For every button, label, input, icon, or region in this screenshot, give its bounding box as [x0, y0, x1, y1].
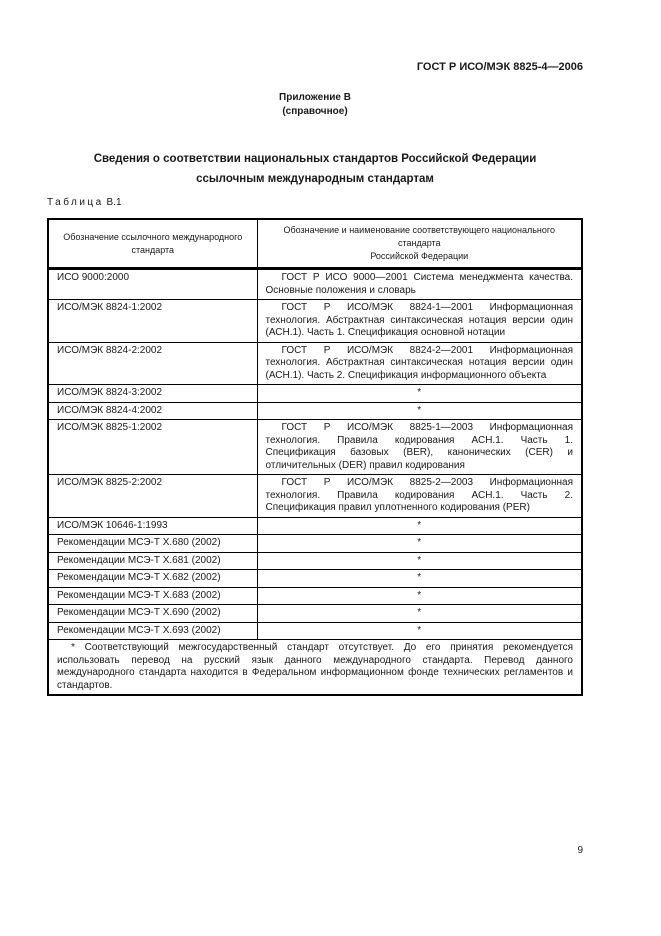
international-standard-cell: ИСО/МЭК 8824-2:2002	[48, 342, 257, 385]
table-header	[48, 219, 582, 269]
national-standard-cell: ГОСТ Р ИСО/МЭК 8824-2—2001 Информационная технология. Абстрактная синтаксическая нотация версии один (АСН.1). Часть 2. Спецификация информационного объекта	[257, 342, 582, 385]
table-body	[48, 269, 582, 640]
column-header-national-standard	[257, 219, 582, 269]
doc-number-header: ГОСТ Р ИСО/МЭК 8825-4—2006	[416, 61, 583, 73]
appendix-title	[47, 149, 583, 189]
table-row	[48, 300, 582, 343]
annex-type: (справочное)	[282, 106, 348, 117]
table-caption-word: Таблица	[47, 197, 104, 208]
table-caption	[47, 197, 122, 209]
table-row	[48, 385, 582, 403]
national-standard-cell: ГОСТ Р ИСО 9000—2001 Система менеджмента качества. Основные положения и словарь	[257, 269, 582, 300]
international-standard-cell: Рекомендации МСЭ-Т Х.690 (2002)	[48, 605, 257, 623]
column-header-national-line1: Обозначение и наименование соответствующего национального стандарта	[283, 225, 555, 248]
appendix-title-line1: Сведения о соответствии национальных стандартов Российской Федерации	[93, 153, 537, 165]
appendix-title-line2: ссылочным международным стандартам	[196, 173, 434, 185]
international-standard-cell: Рекомендации МСЭ-Т Х.680 (2002)	[48, 535, 257, 553]
table-footnote: * Соответствующий межгосударственный стандарт отсутствует. До его принятия рекомендуется использовать перевод на русский язык данного международного стандарта. Перевод данного международного стандарта находится в Федеральном информационном фонде технических регламентов и стандартов.	[48, 640, 582, 696]
table-caption-number: В.1	[106, 197, 122, 208]
table-row	[48, 587, 582, 605]
column-header-international-standard	[48, 219, 257, 269]
international-standard-cell: ИСО/МЭК 8824-1:2002	[48, 300, 257, 343]
national-standard-cell: *	[257, 402, 582, 420]
page-number: 9	[577, 845, 583, 856]
table-row	[48, 517, 582, 535]
table-row	[48, 475, 582, 518]
international-standard-cell: ИСО/МЭК 8825-2:2002	[48, 475, 257, 518]
table-footnote-body	[48, 640, 582, 696]
international-standard-cell: Рекомендации МСЭ-Т Х.693 (2002)	[48, 622, 257, 640]
table-footnote-row	[48, 640, 582, 696]
international-standard-cell: ИСО/МЭК 10646-1:1993	[48, 517, 257, 535]
international-standard-cell: ИСО/МЭК 8825-1:2002	[48, 420, 257, 475]
national-standard-cell: ГОСТ Р ИСО/МЭК 8825-2—2003 Информационная технология. Правила кодирования АСН.1. Часть 2. Спецификация правил уплотненного кодирования (PER)	[257, 475, 582, 518]
table-row	[48, 420, 582, 475]
column-header-international-line2: стандарта	[131, 244, 175, 255]
national-standard-cell: *	[257, 622, 582, 640]
table-row	[48, 269, 582, 300]
table-row	[48, 535, 582, 553]
table-row	[48, 570, 582, 588]
national-standard-cell: *	[257, 587, 582, 605]
column-header-national-line2: Российской Федерации	[370, 251, 469, 261]
national-standard-cell: ГОСТ Р ИСО/МЭК 8825-1—2003 Информационная технология. Правила кодирования АСН.1. Часть 1. Спецификация базовых (BER), канонических (CER) и отличительных (DER) правил кодирования	[257, 420, 582, 475]
national-standard-cell: *	[257, 605, 582, 623]
international-standard-cell: ИСО 9000:2000	[48, 269, 257, 300]
table-row	[48, 605, 582, 623]
national-standard-cell: *	[257, 570, 582, 588]
international-standard-cell: Рекомендации МСЭ-Т Х.683 (2002)	[48, 587, 257, 605]
international-standard-cell: ИСО/МЭК 8824-4:2002	[48, 402, 257, 420]
national-standard-cell: *	[257, 517, 582, 535]
table-row	[48, 622, 582, 640]
international-standard-cell: Рекомендации МСЭ-Т Х.682 (2002)	[48, 570, 257, 588]
column-header-international-line1: Обозначение ссылочного международного	[63, 231, 243, 242]
international-standard-cell: ИСО/МЭК 8824-3:2002	[48, 385, 257, 403]
standards-correspondence-table	[47, 218, 583, 696]
annex-heading	[47, 91, 583, 119]
international-standard-cell: Рекомендации МСЭ-Т Х.681 (2002)	[48, 552, 257, 570]
table-row	[48, 402, 582, 420]
national-standard-cell: *	[257, 535, 582, 553]
annex-title: Приложение В	[279, 92, 351, 103]
table-row	[48, 342, 582, 385]
national-standard-cell: *	[257, 385, 582, 403]
national-standard-cell: ГОСТ Р ИСО/МЭК 8824-1—2001 Информационная технология. Абстрактная синтаксическая нотация версии один (АСН.1). Часть 1. Спецификация основной нотации	[257, 300, 582, 343]
national-standard-cell: *	[257, 552, 582, 570]
table-row	[48, 552, 582, 570]
